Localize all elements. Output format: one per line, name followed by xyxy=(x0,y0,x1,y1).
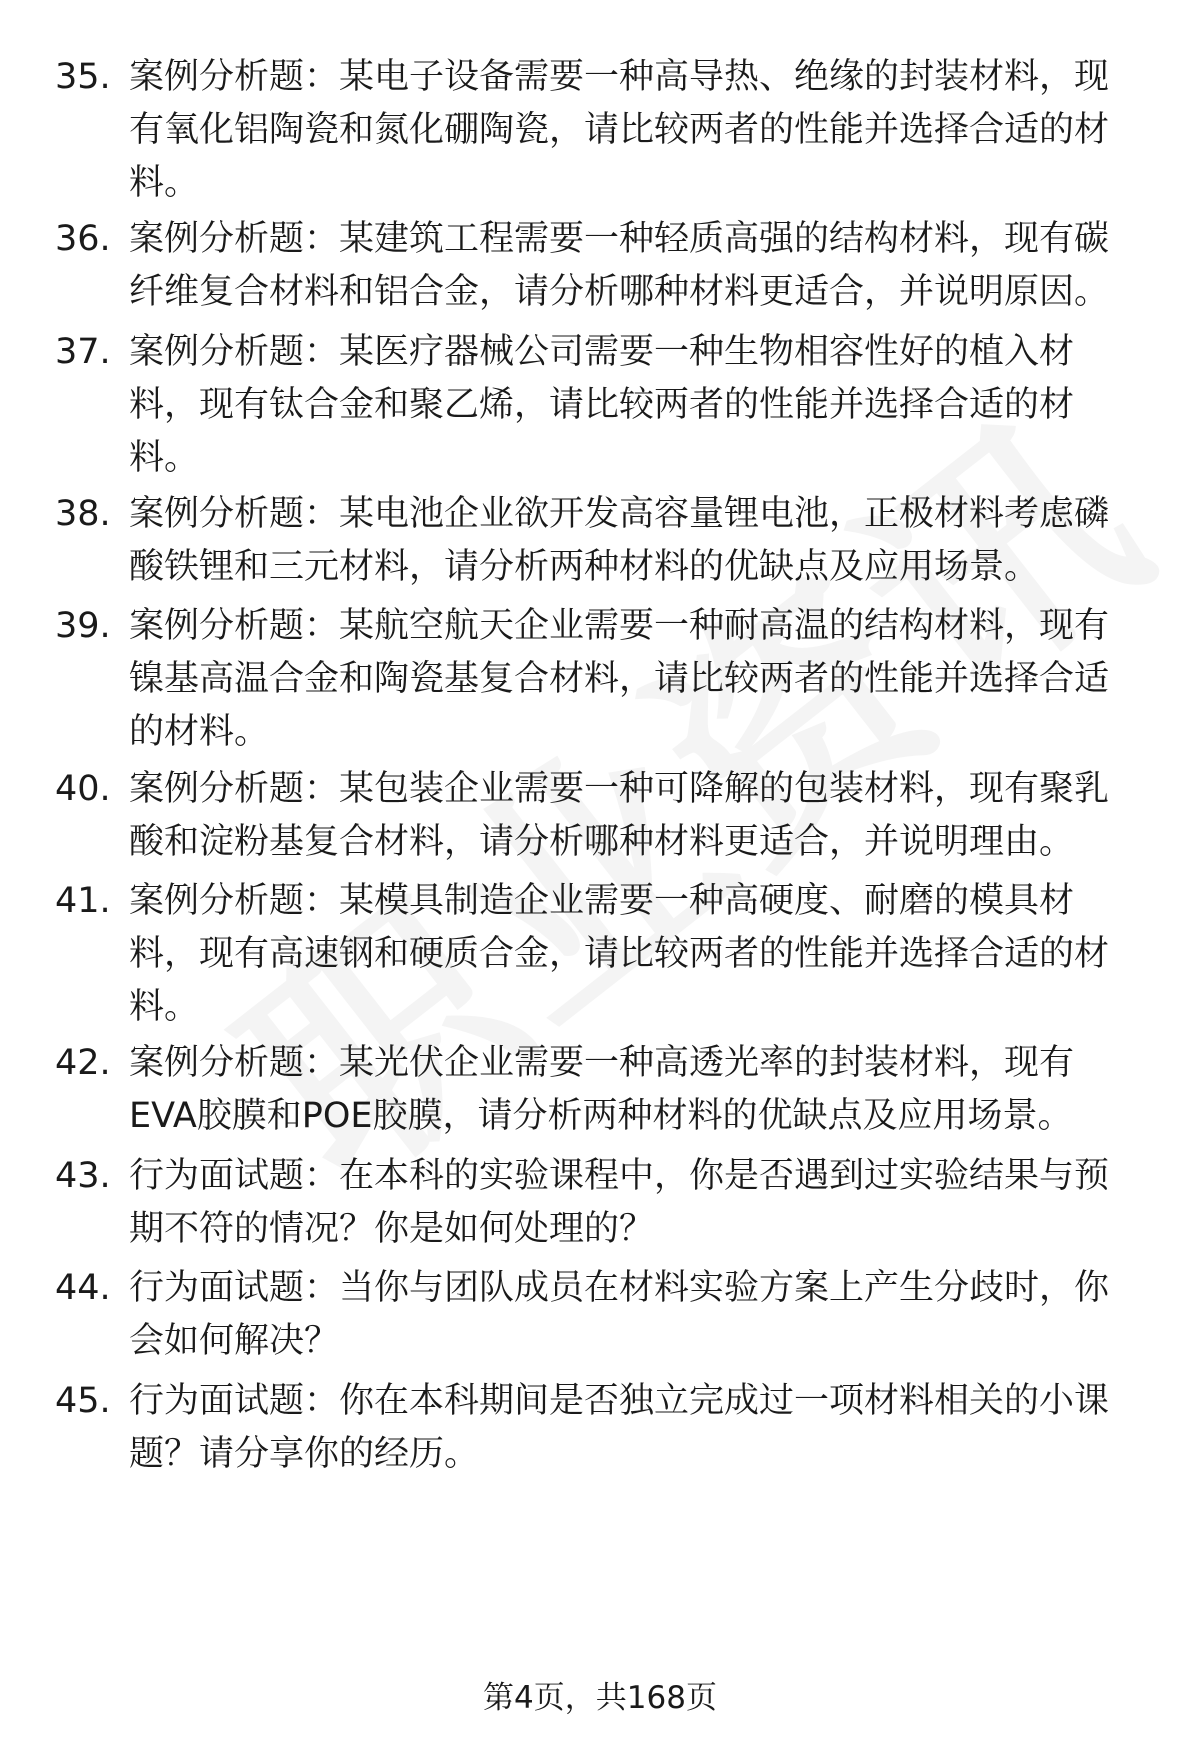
question-text: 案例分析题：某包装企业需要一种可降解的包装材料，现有聚乳酸和淀粉基复合材料，请分析哪种材料更适合，并说明理由。 xyxy=(129,769,1110,862)
question-text: 案例分析题：某电子设备需要一种高导热、绝缘的封装材料，现有氧化铝陶瓷和氮化硼陶瓷，请比较两者的性能并选择合适的材料。 xyxy=(129,57,1110,203)
question-text: 行为面试题：当你与团队成员在材料实验方案上产生分歧时，你会如何解决？ xyxy=(129,1268,1110,1361)
question-text: 案例分析题：某医疗器械公司需要一种生物相容性好的植入材料，现有钛合金和聚乙烯，请比较两者的性能并选择合适的材料。 xyxy=(129,332,1075,478)
question-text: 案例分析题：某模具制造企业需要一种高硬度、耐磨的模具材料，现有高速钢和硬质合金，请比较两者的性能并选择合适的材料。 xyxy=(129,881,1110,1027)
question-45 xyxy=(55,1375,1155,1481)
question-number: 35. xyxy=(55,57,111,97)
question-number: 38. xyxy=(55,494,111,534)
page-number-footer: 第4页，共168页 xyxy=(483,1680,717,1716)
question-number: 42. xyxy=(55,1043,111,1083)
question-38 xyxy=(55,488,1155,594)
question-39 xyxy=(55,600,1155,759)
question-number: 43. xyxy=(55,1156,111,1196)
question-35 xyxy=(55,51,1155,210)
question-text: 行为面试题：你在本科期间是否独立完成过一项材料相关的小课题？请分享你的经历。 xyxy=(129,1381,1110,1474)
question-43 xyxy=(55,1150,1155,1256)
question-number: 37. xyxy=(55,332,111,372)
question-text: 案例分析题：某建筑工程需要一种轻质高强的结构材料，现有碳纤维复合材料和铝合金，请分析哪种材料更适合，并说明原因。 xyxy=(129,219,1110,312)
question-41 xyxy=(55,875,1155,1034)
question-44 xyxy=(55,1262,1155,1368)
question-text: 案例分析题：某航空航天企业需要一种耐高温的结构材料，现有镍基高温合金和陶瓷基复合材料，请比较两者的性能并选择合适的材料。 xyxy=(129,606,1110,752)
question-37 xyxy=(55,326,1155,485)
question-number: 39. xyxy=(55,606,111,646)
question-number: 40. xyxy=(55,769,111,809)
question-number: 44. xyxy=(55,1268,111,1308)
question-42 xyxy=(55,1037,1155,1143)
question-36 xyxy=(55,213,1155,319)
question-number: 45. xyxy=(55,1381,111,1421)
question-40 xyxy=(55,763,1155,869)
question-text: 案例分析题：某光伏企业需要一种高透光率的封装材料，现有EVA胶膜和POE胶膜，请分析两种材料的优缺点及应用场景。 xyxy=(129,1043,1075,1136)
question-number: 41. xyxy=(55,881,111,921)
question-text: 案例分析题：某电池企业欲开发高容量锂电池，正极材料考虑磷酸铁锂和三元材料，请分析两种材料的优缺点及应用场景。 xyxy=(129,494,1110,587)
question-text: 行为面试题：在本科的实验课程中，你是否遇到过实验结果与预期不符的情况？你是如何处理的？ xyxy=(129,1156,1110,1249)
question-number: 36. xyxy=(55,219,111,259)
